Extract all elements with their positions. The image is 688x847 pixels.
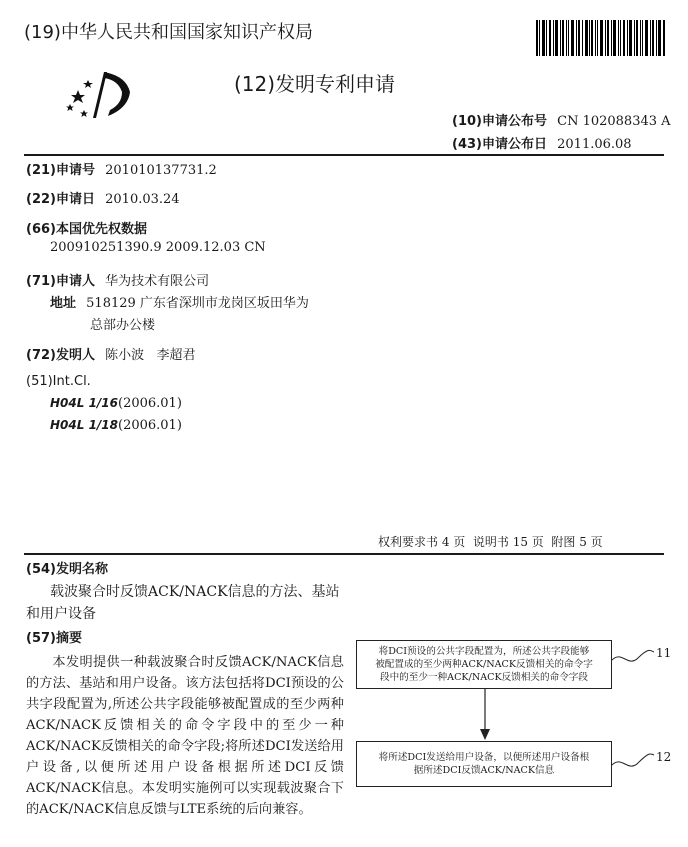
invention-title-line-2: 和用户设备 bbox=[26, 606, 96, 622]
publication-number-label: (10)申请公布号 bbox=[452, 114, 547, 129]
reference-leaders bbox=[610, 640, 680, 800]
publication-date-label: (43)申请公布日 bbox=[452, 137, 547, 152]
abstract-label: (57)摘要 bbox=[26, 631, 82, 646]
applicant-value: 华为技术有限公司 bbox=[105, 274, 210, 289]
publication-number-row bbox=[452, 110, 671, 129]
publication-number-value: CN 102088343 A bbox=[557, 114, 671, 129]
application-number-row bbox=[26, 159, 217, 178]
step-11-line-3: 段中的至少一种ACK/NACK反馈相关的命令字段 bbox=[380, 672, 588, 683]
publication-date-value: 2011.06.08 bbox=[557, 137, 632, 152]
applicant-row bbox=[26, 270, 209, 289]
ipc-code: H04L 1/18 bbox=[50, 418, 118, 432]
publication-date-row bbox=[452, 133, 632, 152]
step-11-line-2: 被配置成的至少两种ACK/NACK反馈相关的命令字 bbox=[375, 659, 593, 670]
inventor-row bbox=[26, 344, 196, 363]
leader-line-11 bbox=[612, 650, 654, 661]
ipc-code: H04L 1/16 bbox=[50, 396, 118, 410]
address-label: 地址 bbox=[50, 296, 77, 311]
application-date-row bbox=[26, 188, 180, 207]
leader-line-12 bbox=[612, 754, 654, 766]
ipc-entry bbox=[50, 418, 182, 433]
step-12-line-2: 据所述DCI反馈ACK/NACK信息 bbox=[413, 765, 555, 776]
invention-title-line-1: 载波聚合时反馈ACK/NACK信息的方法、基站 bbox=[50, 584, 340, 600]
reference-number-12: 12 bbox=[656, 750, 672, 764]
title-label: (54)发明名称 bbox=[26, 562, 108, 577]
office-name: (19)中华人民共和国国家知识产权局 bbox=[24, 22, 313, 43]
reference-number-11: 11 bbox=[656, 646, 672, 660]
step-11-line-1: 将DCI预设的公共字段配置为，所述公共字段能够 bbox=[378, 646, 590, 657]
step-12-line-1: 将所述DCI发送给用户设备，以便所述用户设备根 bbox=[378, 752, 590, 763]
sipo-logo-icon bbox=[60, 66, 140, 122]
address-line-1: 518129 广东省深圳市龙岗区坂田华为 bbox=[86, 296, 309, 311]
ipc-date: (2006.01) bbox=[118, 396, 182, 411]
barcode bbox=[536, 20, 666, 56]
application-number-value: 201010137731.2 bbox=[105, 163, 217, 178]
ipc-date: (2006.01) bbox=[118, 418, 182, 433]
header-divider bbox=[24, 154, 664, 156]
address-line-2: 总部办公楼 bbox=[90, 318, 156, 333]
flow-arrow-icon bbox=[470, 689, 500, 741]
ipc-label: (51)Int.Cl. bbox=[26, 374, 91, 389]
abstract-text: 本发明提供一种载波聚合时反馈ACK/NACK信息的方法、基站和用户设备。该方法包括将DCI预设的公共字段配置为,所述公共字段能够被配置成的至少两种ACK/NACK反馈相关的命令字段中的至少一种ACK/NACK反馈相关的命令字段;将所述DCI发送给用户设备,以便所述用户设备根据所述DCI反馈ACK/NACK信息。本发明实施例可以实现载波聚合下的ACK/NACK信息反馈与LTE系统的后向兼容。 bbox=[26, 655, 344, 817]
address-row bbox=[50, 292, 309, 311]
application-number-label: (21)申请号 bbox=[26, 163, 95, 178]
priority-label: (66)本国优先权数据 bbox=[26, 222, 147, 237]
priority-value: 200910251390.9 2009.12.03 CN bbox=[50, 240, 266, 255]
ipc-entry bbox=[50, 396, 182, 411]
inventor-value: 陈小波 李超君 bbox=[105, 348, 196, 363]
applicant-label: (71)申请人 bbox=[26, 274, 95, 289]
inventor-label: (72)发明人 bbox=[26, 348, 95, 363]
abstract-body bbox=[26, 652, 344, 820]
document-type: (12)发明专利申请 bbox=[234, 72, 396, 96]
page-counts: 权利要求书 4 页 说明书 15 页 附图 5 页 bbox=[378, 535, 603, 549]
flowchart-step-11 bbox=[356, 640, 612, 689]
application-date-value: 2010.03.24 bbox=[105, 192, 180, 207]
section-divider bbox=[24, 553, 664, 555]
application-date-label: (22)申请日 bbox=[26, 192, 95, 207]
flowchart-step-12 bbox=[356, 741, 612, 787]
